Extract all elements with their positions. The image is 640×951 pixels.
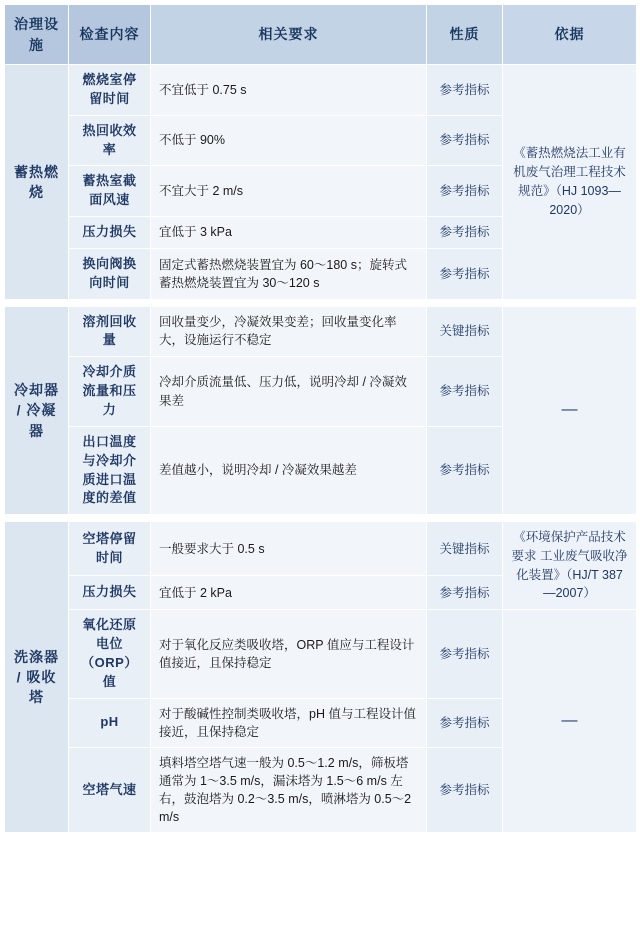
- item-cell: 压力损失: [69, 576, 151, 610]
- item-cell: 燃烧室停留时间: [69, 65, 151, 116]
- facility-cell: 蓄热燃烧: [5, 65, 69, 300]
- nature-cell: 参考指标: [427, 115, 503, 166]
- item-cell: 空塔停留时间: [69, 522, 151, 576]
- group-separator: [5, 515, 637, 522]
- item-cell: pH: [69, 698, 151, 747]
- requirement-cell: 差值越小，说明冷却 / 冷凝效果越差: [151, 426, 427, 514]
- table-row: [5, 306, 637, 357]
- basis-cell: —: [503, 610, 637, 833]
- requirement-cell: 不低于 90%: [151, 115, 427, 166]
- item-cell: 溶剂回收量: [69, 306, 151, 357]
- nature-cell: 关键指标: [427, 522, 503, 576]
- column-header-nature: 性质: [427, 5, 503, 65]
- item-cell: 热回收效率: [69, 115, 151, 166]
- table-row: [5, 522, 637, 576]
- item-cell: 冷却介质流量和压力: [69, 357, 151, 427]
- requirement-cell: 宜低于 3 kPa: [151, 217, 427, 249]
- requirement-cell: 对于氧化反应类吸收塔，ORP 值应与工程设计值接近，且保持稳定: [151, 610, 427, 698]
- table-body: [5, 65, 637, 833]
- item-cell: 氧化还原电位（ORP）值: [69, 610, 151, 698]
- inspection-requirements-table: [4, 4, 637, 833]
- facility-cell: 洗涤器 / 吸收塔: [5, 522, 69, 833]
- nature-cell: 参考指标: [427, 698, 503, 747]
- table-header: [5, 5, 637, 65]
- item-cell: 出口温度与冷却介质进口温度的差值: [69, 426, 151, 514]
- requirement-cell: 固定式蓄热燃烧装置宜为 60～180 s；旋转式蓄热燃烧装置宜为 30～120 s: [151, 248, 427, 299]
- nature-cell: 参考指标: [427, 747, 503, 833]
- requirement-cell: 回收量变少，冷凝效果变差；回收量变化率大，设施运行不稳定: [151, 306, 427, 357]
- column-header-basis: 依据: [503, 5, 637, 65]
- nature-cell: 参考指标: [427, 217, 503, 249]
- basis-cell: 《环境保护产品技术要求 工业废气吸收净化装置》（HJ/T 387—2007）: [503, 522, 637, 610]
- group-separator: [5, 299, 637, 306]
- nature-cell: 关键指标: [427, 306, 503, 357]
- requirement-cell: 不宜低于 0.75 s: [151, 65, 427, 116]
- column-header-item: 检查内容: [69, 5, 151, 65]
- item-cell: 压力损失: [69, 217, 151, 249]
- requirement-cell: 宜低于 2 kPa: [151, 576, 427, 610]
- nature-cell: 参考指标: [427, 166, 503, 217]
- nature-cell: 参考指标: [427, 610, 503, 698]
- requirement-cell: 一般要求大于 0.5 s: [151, 522, 427, 576]
- requirement-cell: 对于酸碱性控制类吸收塔，pH 值与工程设计值接近，且保持稳定: [151, 698, 427, 747]
- requirement-cell: 冷却介质流量低、压力低，说明冷却 / 冷凝效果差: [151, 357, 427, 427]
- item-cell: 空塔气速: [69, 747, 151, 833]
- requirement-cell: 不宜大于 2 m/s: [151, 166, 427, 217]
- item-cell: 换向阀换向时间: [69, 248, 151, 299]
- nature-cell: 参考指标: [427, 357, 503, 427]
- nature-cell: 参考指标: [427, 576, 503, 610]
- table-row: [5, 65, 637, 116]
- nature-cell: 参考指标: [427, 426, 503, 514]
- facility-cell: 冷却器 / 冷凝器: [5, 306, 69, 515]
- table-row: [5, 610, 637, 698]
- basis-cell: 《蓄热燃烧法工业有机废气治理工程技术规范》（HJ 1093—2020）: [503, 65, 637, 300]
- item-cell: 蓄热室截面风速: [69, 166, 151, 217]
- basis-cell: —: [503, 306, 637, 515]
- nature-cell: 参考指标: [427, 248, 503, 299]
- column-header-facility: 治理设施: [5, 5, 69, 65]
- table-header-row: [5, 5, 637, 65]
- nature-cell: 参考指标: [427, 65, 503, 116]
- requirement-cell: 填料塔空塔气速一般为 0.5～1.2 m/s，筛板塔通常为 1～3.5 m/s，漏沫塔为 1.5～6 m/s 左右，鼓泡塔为 0.2～3.5 m/s，喷淋塔为 0.5～2 m/s: [151, 747, 427, 833]
- column-header-requirement: 相关要求: [151, 5, 427, 65]
